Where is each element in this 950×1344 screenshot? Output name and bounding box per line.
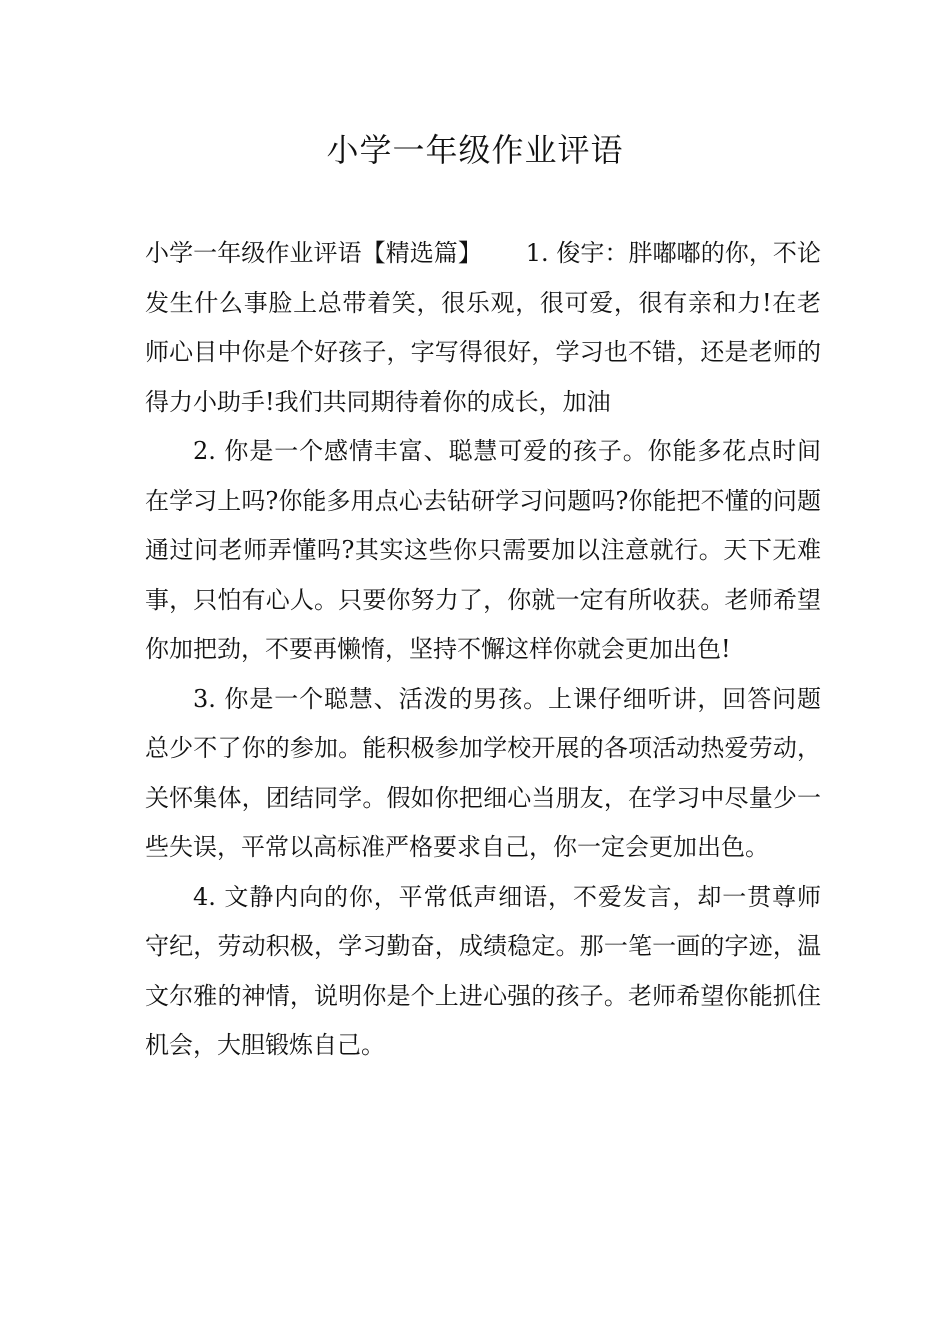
- paragraph-2: 2. 你是一个感情丰富、聪慧可爱的孩子。你能多花点时间在学习上吗?你能多用点心去钻研学习问题吗?你能把不懂的问题通过问老师弄懂吗?其实这些你只需要加以注意就行。天下无难事，只怕有心人。只要你努力了，你就一定有所收获。老师希望你加把劲，不要再懒惰，坚持不懈这样你就会更加出色!: [145, 437, 821, 663]
- paragraph-1: 小学一年级作业评语【精选篇】 1. 俊宇：胖嘟嘟的你，不论发生什么事脸上总带着笑，很乐观，很可爱，很有亲和力!在老师心目中你是个好孩子，字写得很好，学习也不错，还是老师的得力小助手!我们共同期待着你的成长，加油: [145, 239, 821, 416]
- paragraph-4: 4. 文静内向的你，平常低声细语，不爱发言，却一贯尊师守纪，劳动积极，学习勤奋，成绩稳定。那一笔一画的字迹，温文尔雅的神情，说明你是个上进心强的孩子。老师希望你能抓住机会，大胆锻炼自己。: [145, 882, 821, 1059]
- document-title: 小学一年级作业评语: [326, 131, 624, 169]
- paragraph-3: 3. 你是一个聪慧、活泼的男孩。上课仔细听讲，回答问题总少不了你的参加。能积极参加学校开展的各项活动热爱劳动，关怀集体，团结同学。假如你把细心当朋友，在学习中尽量少一些失误，平常以高标准严格要求自己，你一定会更加出色。: [145, 684, 821, 861]
- document-body: [145, 229, 821, 1071]
